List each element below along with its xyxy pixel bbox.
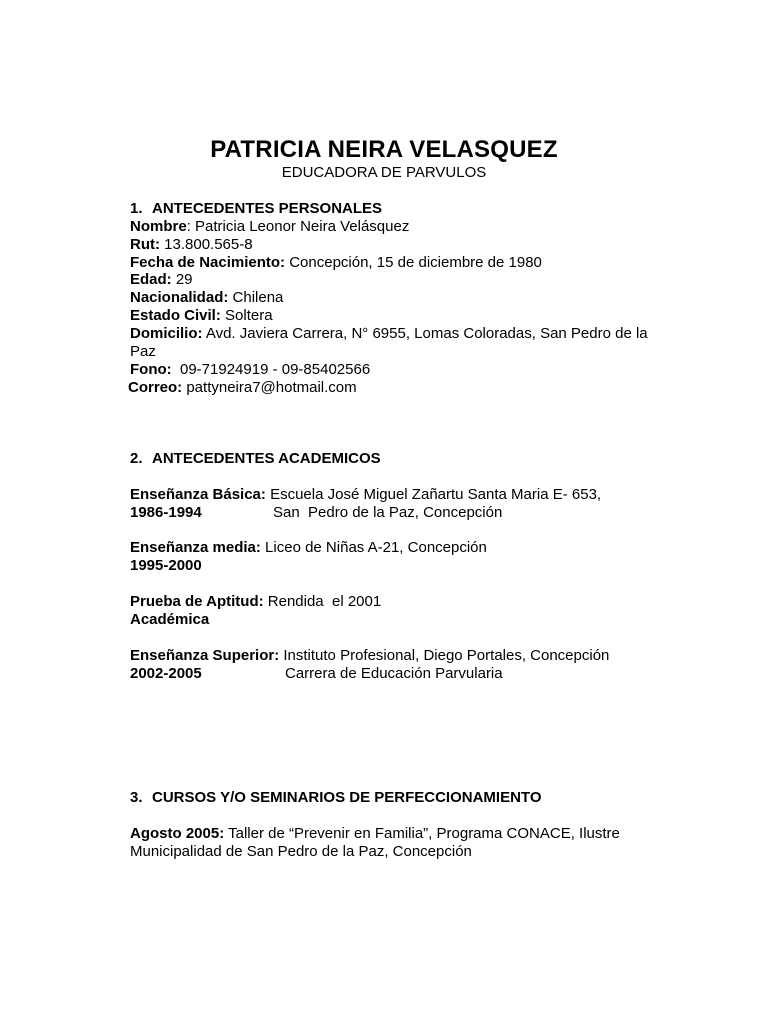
field-years: 2002-2005: [130, 665, 202, 682]
field-ensenanza-media-years: [130, 557, 670, 575]
field-correo: [128, 379, 668, 397]
field-value: : Patricia Leonor Neira Velásquez: [186, 218, 410, 235]
field-rut: [130, 236, 670, 254]
field-label: Estado Civil:: [130, 307, 221, 324]
field-nombre: [130, 218, 670, 236]
field-label: Correo:: [128, 379, 183, 396]
field-value: Liceo de Niñas A-21, Concepción: [260, 539, 487, 556]
field-years: 1995-2000: [130, 557, 202, 574]
field-ensenanza-basica-place: San Pedro de la Paz, Concepción: [273, 504, 503, 521]
field-fecha-nacimiento: [130, 254, 670, 272]
field-ensenanza-basica: [130, 486, 670, 504]
field-label: Enseñanza media:: [130, 539, 261, 556]
field-fono: [130, 361, 670, 379]
section-title: ANTECEDENTES PERSONALES: [152, 200, 383, 217]
field-label: Académica: [130, 611, 210, 628]
field-value: Concepción, 15 de diciembre de 1980: [285, 254, 542, 271]
field-value: 09-71924919 - 09-85402566: [171, 361, 371, 378]
field-value: Chilena: [228, 289, 284, 306]
field-prueba-aptitud: [130, 593, 670, 611]
field-value: Instituto Profesional, Diego Portales, Concepción: [279, 647, 610, 664]
field-value: pattyneira7@hotmail.com: [182, 379, 357, 396]
section-number: 2.: [130, 450, 143, 467]
field-value: Rendida el 2001: [263, 593, 382, 610]
field-prueba-aptitud-line2: [130, 611, 670, 629]
field-label: Nacionalidad:: [130, 289, 229, 306]
section-academic-heading: [130, 450, 381, 468]
section-title: ANTECEDENTES ACADEMICOS: [152, 450, 381, 467]
course-date: Agosto 2005:: [130, 825, 225, 842]
field-label: Nombre: [130, 218, 187, 235]
field-label: Enseñanza Básica:: [130, 486, 266, 503]
field-ensenanza-media: [130, 539, 670, 557]
section-personal-heading: [130, 200, 382, 218]
section-title: CURSOS Y/O SEMINARIOS DE PERFECCIONAMIENTO: [152, 789, 542, 806]
section-number: 3.: [130, 789, 143, 806]
field-nacionalidad: [130, 289, 670, 307]
candidate-name: PATRICIA NEIRA VELASQUEZ: [210, 136, 558, 163]
field-label: Fono:: [130, 361, 172, 378]
field-value: Avd. Javiera Carrera, N° 6955, Lomas Coloradas, San Pedro de la Paz: [130, 325, 648, 360]
field-value: 29: [171, 271, 193, 288]
field-years: 1986-1994: [130, 504, 202, 521]
field-domicilio: [130, 325, 660, 361]
candidate-profession: EDUCADORA DE PARVULOS: [281, 164, 487, 181]
section-number: 1.: [130, 200, 143, 217]
field-label: Prueba de Aptitud:: [130, 593, 264, 610]
field-label: Enseñanza Superior:: [130, 647, 280, 664]
field-label: Domicilio:: [130, 325, 203, 342]
field-label: Fecha de Nacimiento:: [130, 254, 286, 271]
section-courses-heading: [130, 789, 542, 807]
field-estado-civil: [130, 307, 670, 325]
field-value: Soltera: [220, 307, 273, 324]
field-ensenanza-superior: [130, 647, 670, 665]
course-description: Taller de “Prevenir en Familia”, Programa CONACE, Ilustre Municipalidad de San Pedro de la Paz, Concepción: [130, 825, 620, 860]
field-edad: [130, 271, 670, 289]
field-label: Rut:: [130, 236, 160, 253]
course-item: [130, 825, 630, 861]
field-ensenanza-superior-career: Carrera de Educación Parvularia: [285, 665, 503, 682]
field-value: 13.800.565-8: [160, 236, 253, 253]
field-value: Escuela José Miguel Zañartu Santa Maria E- 653,: [265, 486, 602, 503]
field-label: Edad:: [130, 271, 172, 288]
